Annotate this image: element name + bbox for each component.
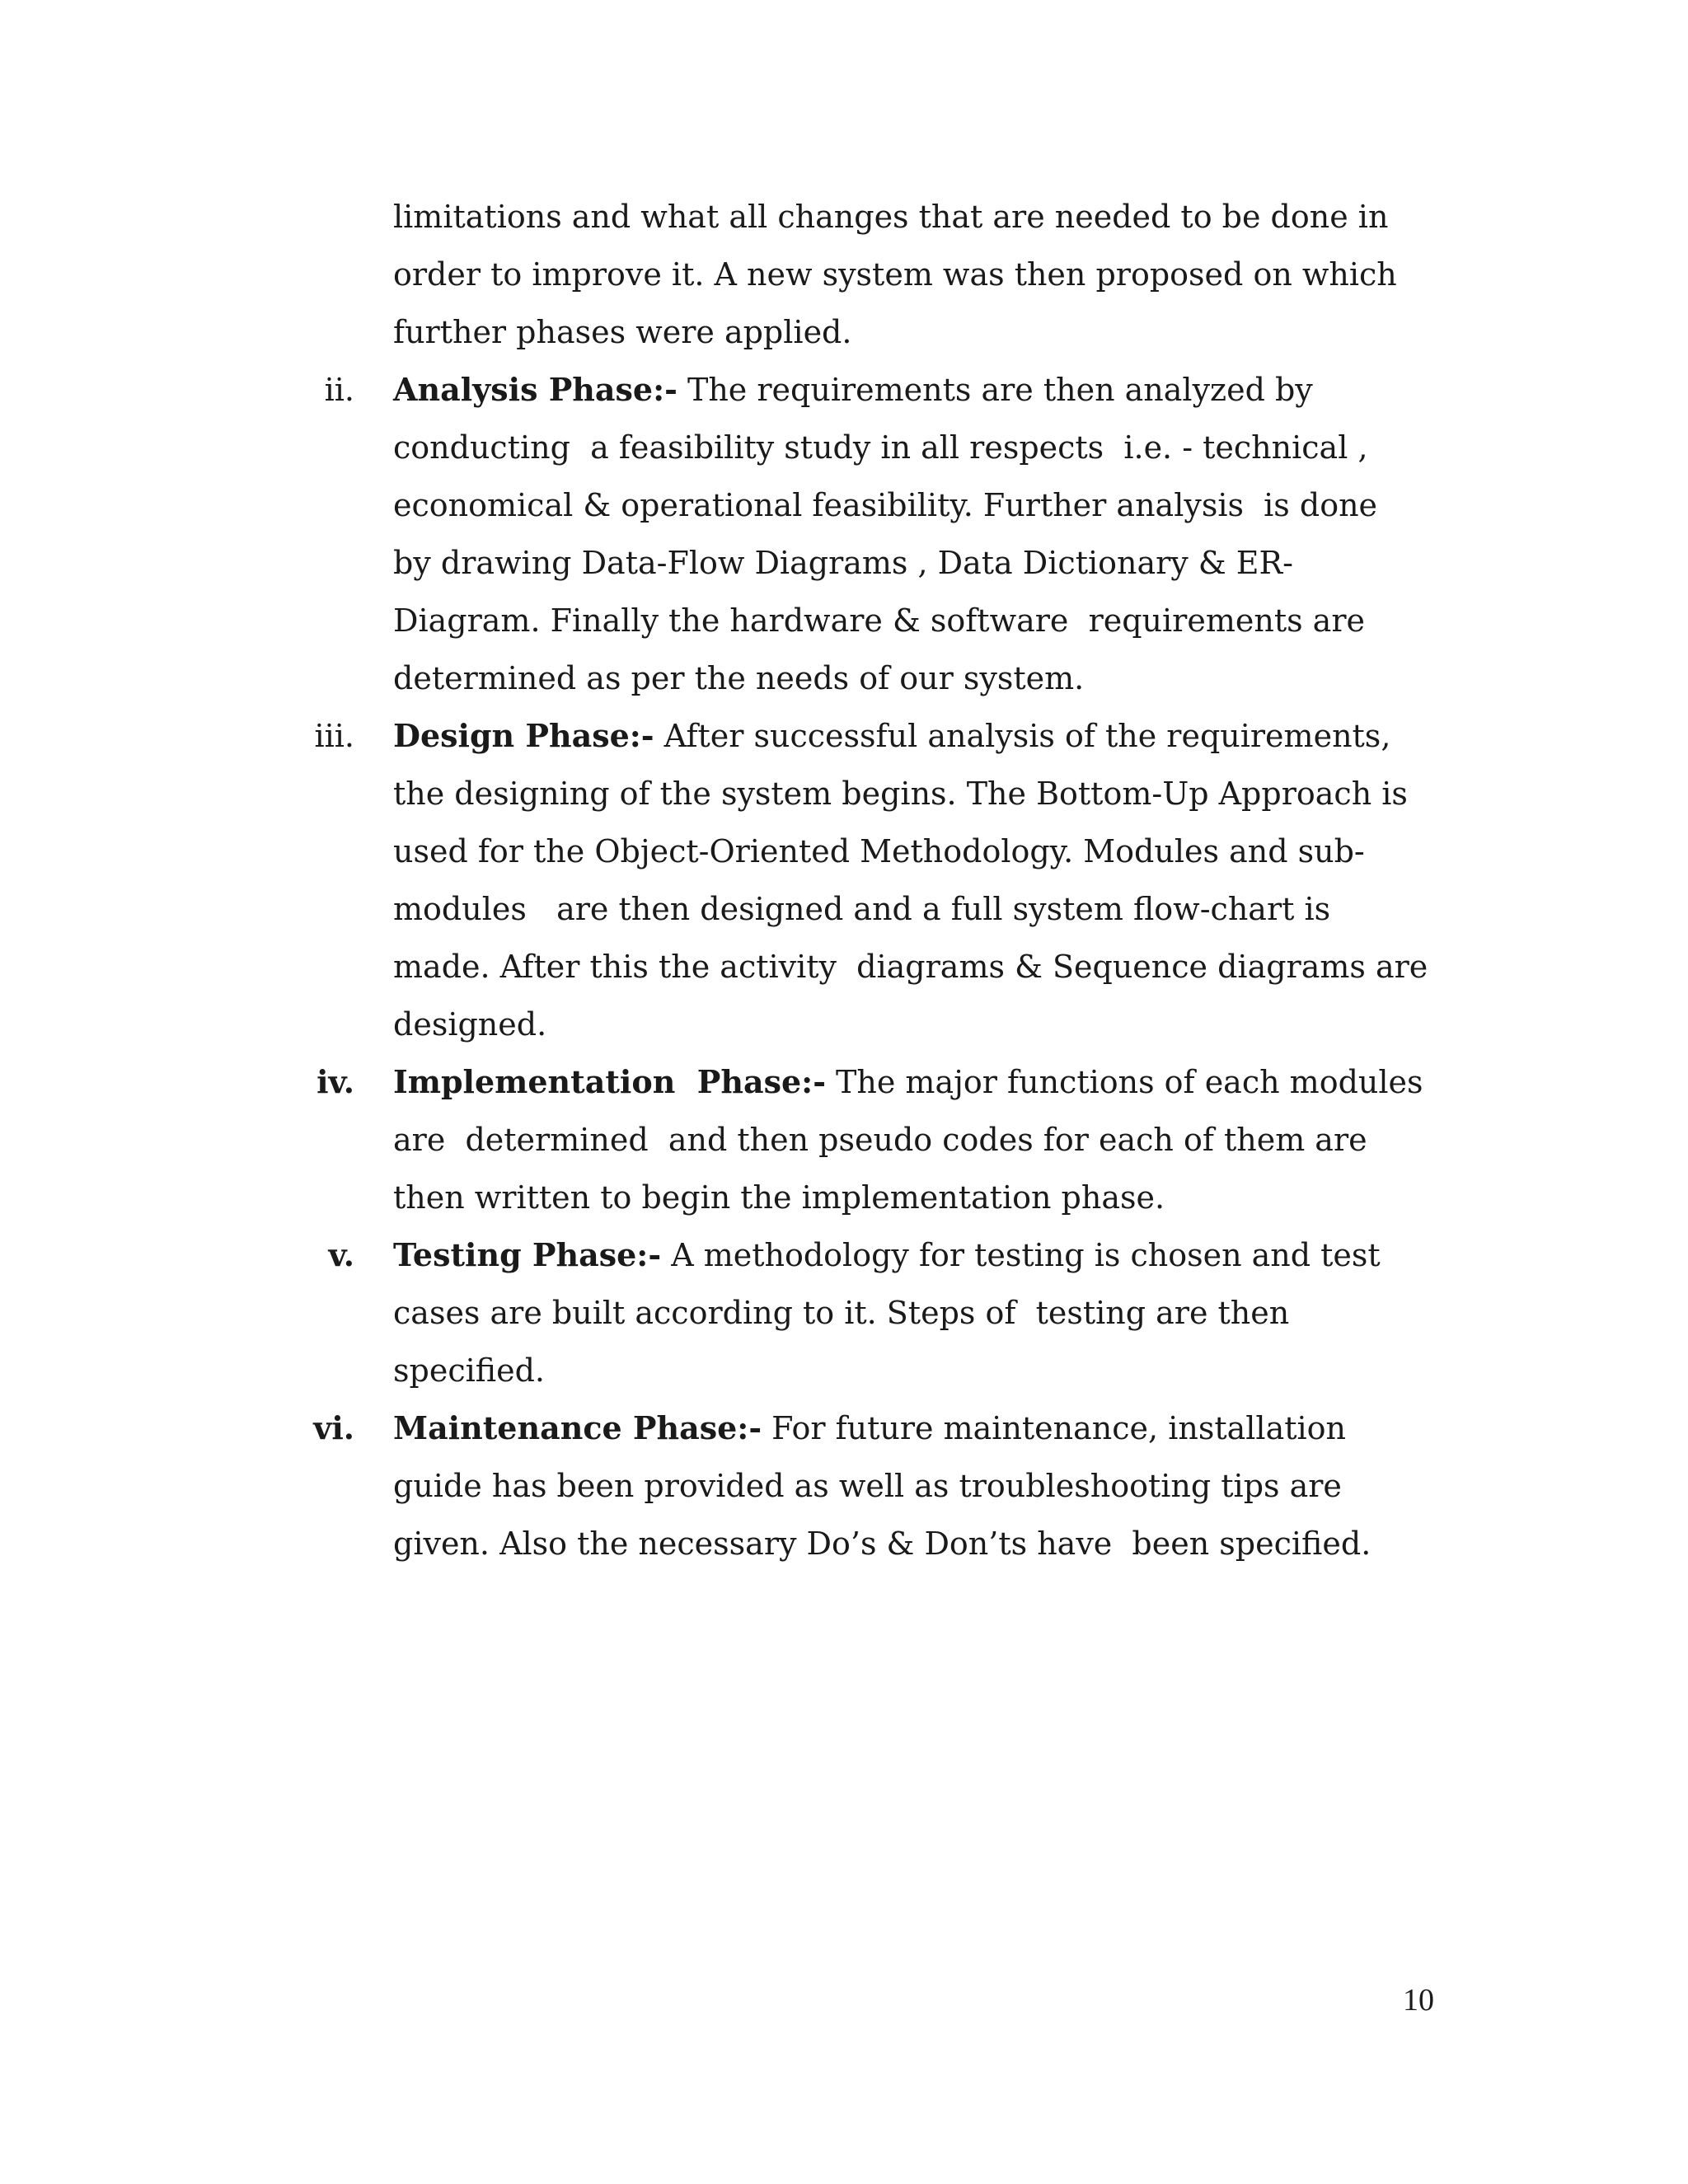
text-line: made. After this the activity diagrams & Sequence diagrams are xyxy=(393,949,1428,985)
text-line: order to improve it. A new system was then proposed on which xyxy=(393,256,1397,293)
phase-heading: Design Phase:- xyxy=(393,717,654,754)
text-line: modules are then designed and a full system flow-chart is xyxy=(393,891,1331,927)
text-line: designed. xyxy=(393,1006,547,1043)
text-line xyxy=(393,1399,1432,1457)
text-line: conducting a feasibility study in all respects i.e. - technical , xyxy=(393,429,1368,466)
list-item-implementation-phase xyxy=(0,1053,1688,1226)
text-line: are determined and then pseudo codes for each of them are xyxy=(393,1122,1367,1158)
text-line: determined as per the needs of our system. xyxy=(393,660,1085,696)
text-line xyxy=(393,707,1432,765)
page-number: 10 xyxy=(1403,1983,1434,2018)
text-line xyxy=(393,1053,1432,1111)
text-line: economical & operational feasibility. Further analysis is done xyxy=(393,487,1378,523)
text-fragment: The major functions of each modules xyxy=(825,1064,1423,1100)
phase-heading: Maintenance Phase:- xyxy=(393,1409,762,1446)
text-line: further phases were applied. xyxy=(393,314,852,350)
list-number: iii. xyxy=(314,718,354,754)
text-fragment: The requirements are then analyzed by xyxy=(677,372,1313,408)
list-item-testing-phase xyxy=(0,1226,1688,1399)
text-line: cases are built according to it. Steps of testing are then xyxy=(393,1295,1290,1331)
text-line: by drawing Data-Flow Diagrams , Data Dictionary & ER- xyxy=(393,545,1293,581)
phase-heading: Implementation Phase:- xyxy=(393,1063,826,1100)
phase-heading: Analysis Phase:- xyxy=(393,371,678,408)
text-line: used for the Object-Oriented Methodology. Modules and sub- xyxy=(393,833,1365,869)
list-item-body xyxy=(393,1226,1432,1399)
list-item-design-phase xyxy=(0,707,1688,1053)
continuation-paragraph xyxy=(393,188,1432,361)
text-line: then written to begin the implementation phase. xyxy=(393,1179,1165,1216)
list-item-analysis-phase xyxy=(0,361,1688,707)
text-fragment: After successful analysis of the requirements, xyxy=(654,718,1391,754)
list-item-body xyxy=(393,361,1432,707)
phase-heading: Testing Phase:- xyxy=(393,1236,662,1273)
text-line: specified. xyxy=(393,1352,545,1389)
text-line: limitations and what all changes that are needed to be done in xyxy=(393,199,1389,235)
text-line: the designing of the system begins. The Bottom-Up Approach is xyxy=(393,776,1408,812)
list-item-body xyxy=(393,707,1432,1053)
text-fragment: A methodology for testing is chosen and test xyxy=(661,1237,1381,1273)
list-number: ii. xyxy=(324,372,354,408)
text-line: given. Also the necessary Do’s & Don’ts have been specified. xyxy=(393,1526,1372,1562)
text-fragment: For future maintenance, installation xyxy=(762,1410,1346,1446)
list-item-maintenance-phase xyxy=(0,1399,1688,1572)
phase-list xyxy=(0,361,1688,1572)
text-line: Diagram. Finally the hardware & software requirements are xyxy=(393,602,1365,639)
text-line xyxy=(393,361,1432,419)
list-number: v. xyxy=(328,1236,354,1273)
list-item-body xyxy=(393,1399,1432,1572)
text-line xyxy=(393,1226,1432,1284)
list-item-body xyxy=(393,1053,1432,1226)
list-number: iv. xyxy=(316,1063,354,1100)
list-number: vi. xyxy=(313,1409,354,1446)
text-line: guide has been provided as well as troubleshooting tips are xyxy=(393,1468,1342,1504)
